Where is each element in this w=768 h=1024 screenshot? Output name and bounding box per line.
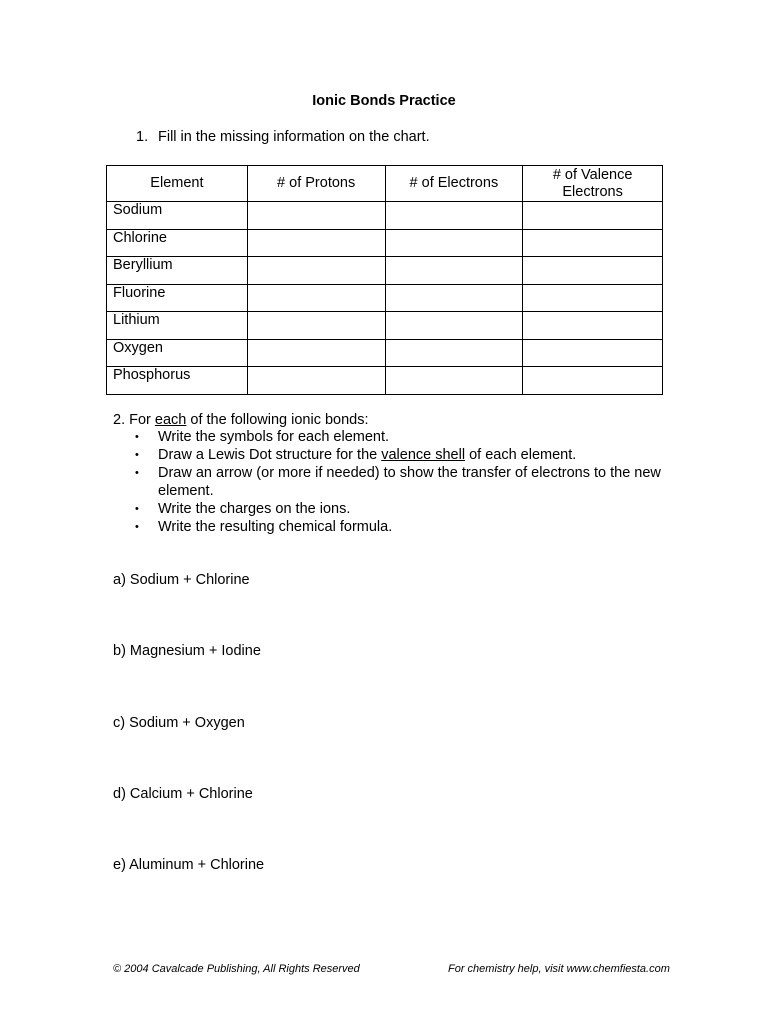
valence-electrons-cell[interactable]	[523, 257, 663, 285]
element-name-cell: Phosphorus	[107, 367, 248, 395]
footer-help-link: For chemistry help, visit www.chemfiesta.com	[448, 963, 670, 975]
question-2-underlined: each	[154, 412, 187, 428]
protons-cell[interactable]	[247, 284, 385, 312]
protons-cell[interactable]	[247, 312, 385, 340]
electrons-cell[interactable]	[385, 367, 523, 395]
table-row	[107, 339, 663, 367]
electrons-cell[interactable]	[385, 312, 523, 340]
question-1	[136, 129, 430, 145]
question-1-text: Fill in the missing information on the chart.	[158, 129, 430, 145]
element-name-cell: Fluorine	[107, 284, 248, 312]
element-name-cell: Chlorine	[107, 229, 248, 257]
electrons-cell[interactable]	[385, 339, 523, 367]
protons-cell[interactable]	[247, 367, 385, 395]
bond-d: d) Calcium + Chlorine	[113, 786, 253, 802]
table-row	[107, 257, 663, 285]
element-name-cell: Beryllium	[107, 257, 248, 285]
list-item	[135, 446, 665, 464]
bond-c: c) Sodium + Oxygen	[113, 715, 245, 731]
table-row	[107, 202, 663, 230]
valence-electrons-cell[interactable]	[523, 339, 663, 367]
element-chart	[106, 165, 663, 395]
step-underlined-text: valence shell	[381, 447, 466, 463]
question-1-number: 1.	[136, 129, 149, 145]
protons-cell[interactable]	[247, 257, 385, 285]
protons-cell[interactable]	[247, 339, 385, 367]
list-item	[135, 428, 665, 446]
valence-electrons-cell[interactable]	[523, 284, 663, 312]
table-row	[107, 312, 663, 340]
header-element: Element	[107, 166, 248, 202]
header-protons: # of Protons	[247, 166, 385, 202]
valence-electrons-cell[interactable]	[523, 229, 663, 257]
page-title: Ionic Bonds Practice	[312, 93, 456, 109]
instruction-list	[135, 428, 665, 536]
electrons-cell[interactable]	[385, 202, 523, 230]
step-text: Write the symbols for each element.	[158, 429, 390, 445]
footer-copyright: © 2004 Cavalcade Publishing, All Rights Reserved	[113, 963, 360, 975]
step-text-end: of each element.	[465, 447, 577, 463]
protons-cell[interactable]	[247, 202, 385, 230]
list-item	[135, 518, 665, 536]
question-2-prefix: 2. For	[113, 412, 155, 428]
question-2-suffix: of the following ionic bonds:	[186, 412, 369, 428]
header-valence-electrons: # of Valence Electrons	[523, 166, 663, 202]
valence-electrons-cell[interactable]	[523, 367, 663, 395]
bond-a: a) Sodium + Chlorine	[113, 572, 250, 588]
step-text: Write the charges on the ions.	[158, 501, 351, 517]
list-item	[135, 500, 665, 518]
bond-b: b) Magnesium + Iodine	[113, 643, 261, 659]
chart-header-row	[107, 166, 663, 202]
element-name-cell: Sodium	[107, 202, 248, 230]
step-text: Write the resulting chemical formula.	[158, 519, 393, 535]
element-name-cell: Oxygen	[107, 339, 248, 367]
element-name-cell: Lithium	[107, 312, 248, 340]
bullet-icon: •	[135, 503, 139, 515]
table-row	[107, 367, 663, 395]
electrons-cell[interactable]	[385, 284, 523, 312]
electrons-cell[interactable]	[385, 229, 523, 257]
bullet-icon: •	[135, 431, 139, 443]
step-text: Draw a Lewis Dot structure for the	[158, 447, 382, 463]
bond-e: e) Aluminum + Chlorine	[113, 857, 265, 873]
valence-electrons-cell[interactable]	[523, 202, 663, 230]
bullet-icon: •	[135, 449, 139, 461]
table-row	[107, 229, 663, 257]
question-2	[113, 411, 369, 429]
table-row	[107, 284, 663, 312]
protons-cell[interactable]	[247, 229, 385, 257]
list-item	[135, 464, 665, 500]
header-electrons: # of Electrons	[385, 166, 523, 202]
valence-electrons-cell[interactable]	[523, 312, 663, 340]
bullet-icon: •	[135, 467, 139, 479]
bullet-icon: •	[135, 521, 139, 533]
electrons-cell[interactable]	[385, 257, 523, 285]
step-text: Draw an arrow (or more if needed) to show the transfer of electrons to the new element.	[158, 465, 661, 499]
